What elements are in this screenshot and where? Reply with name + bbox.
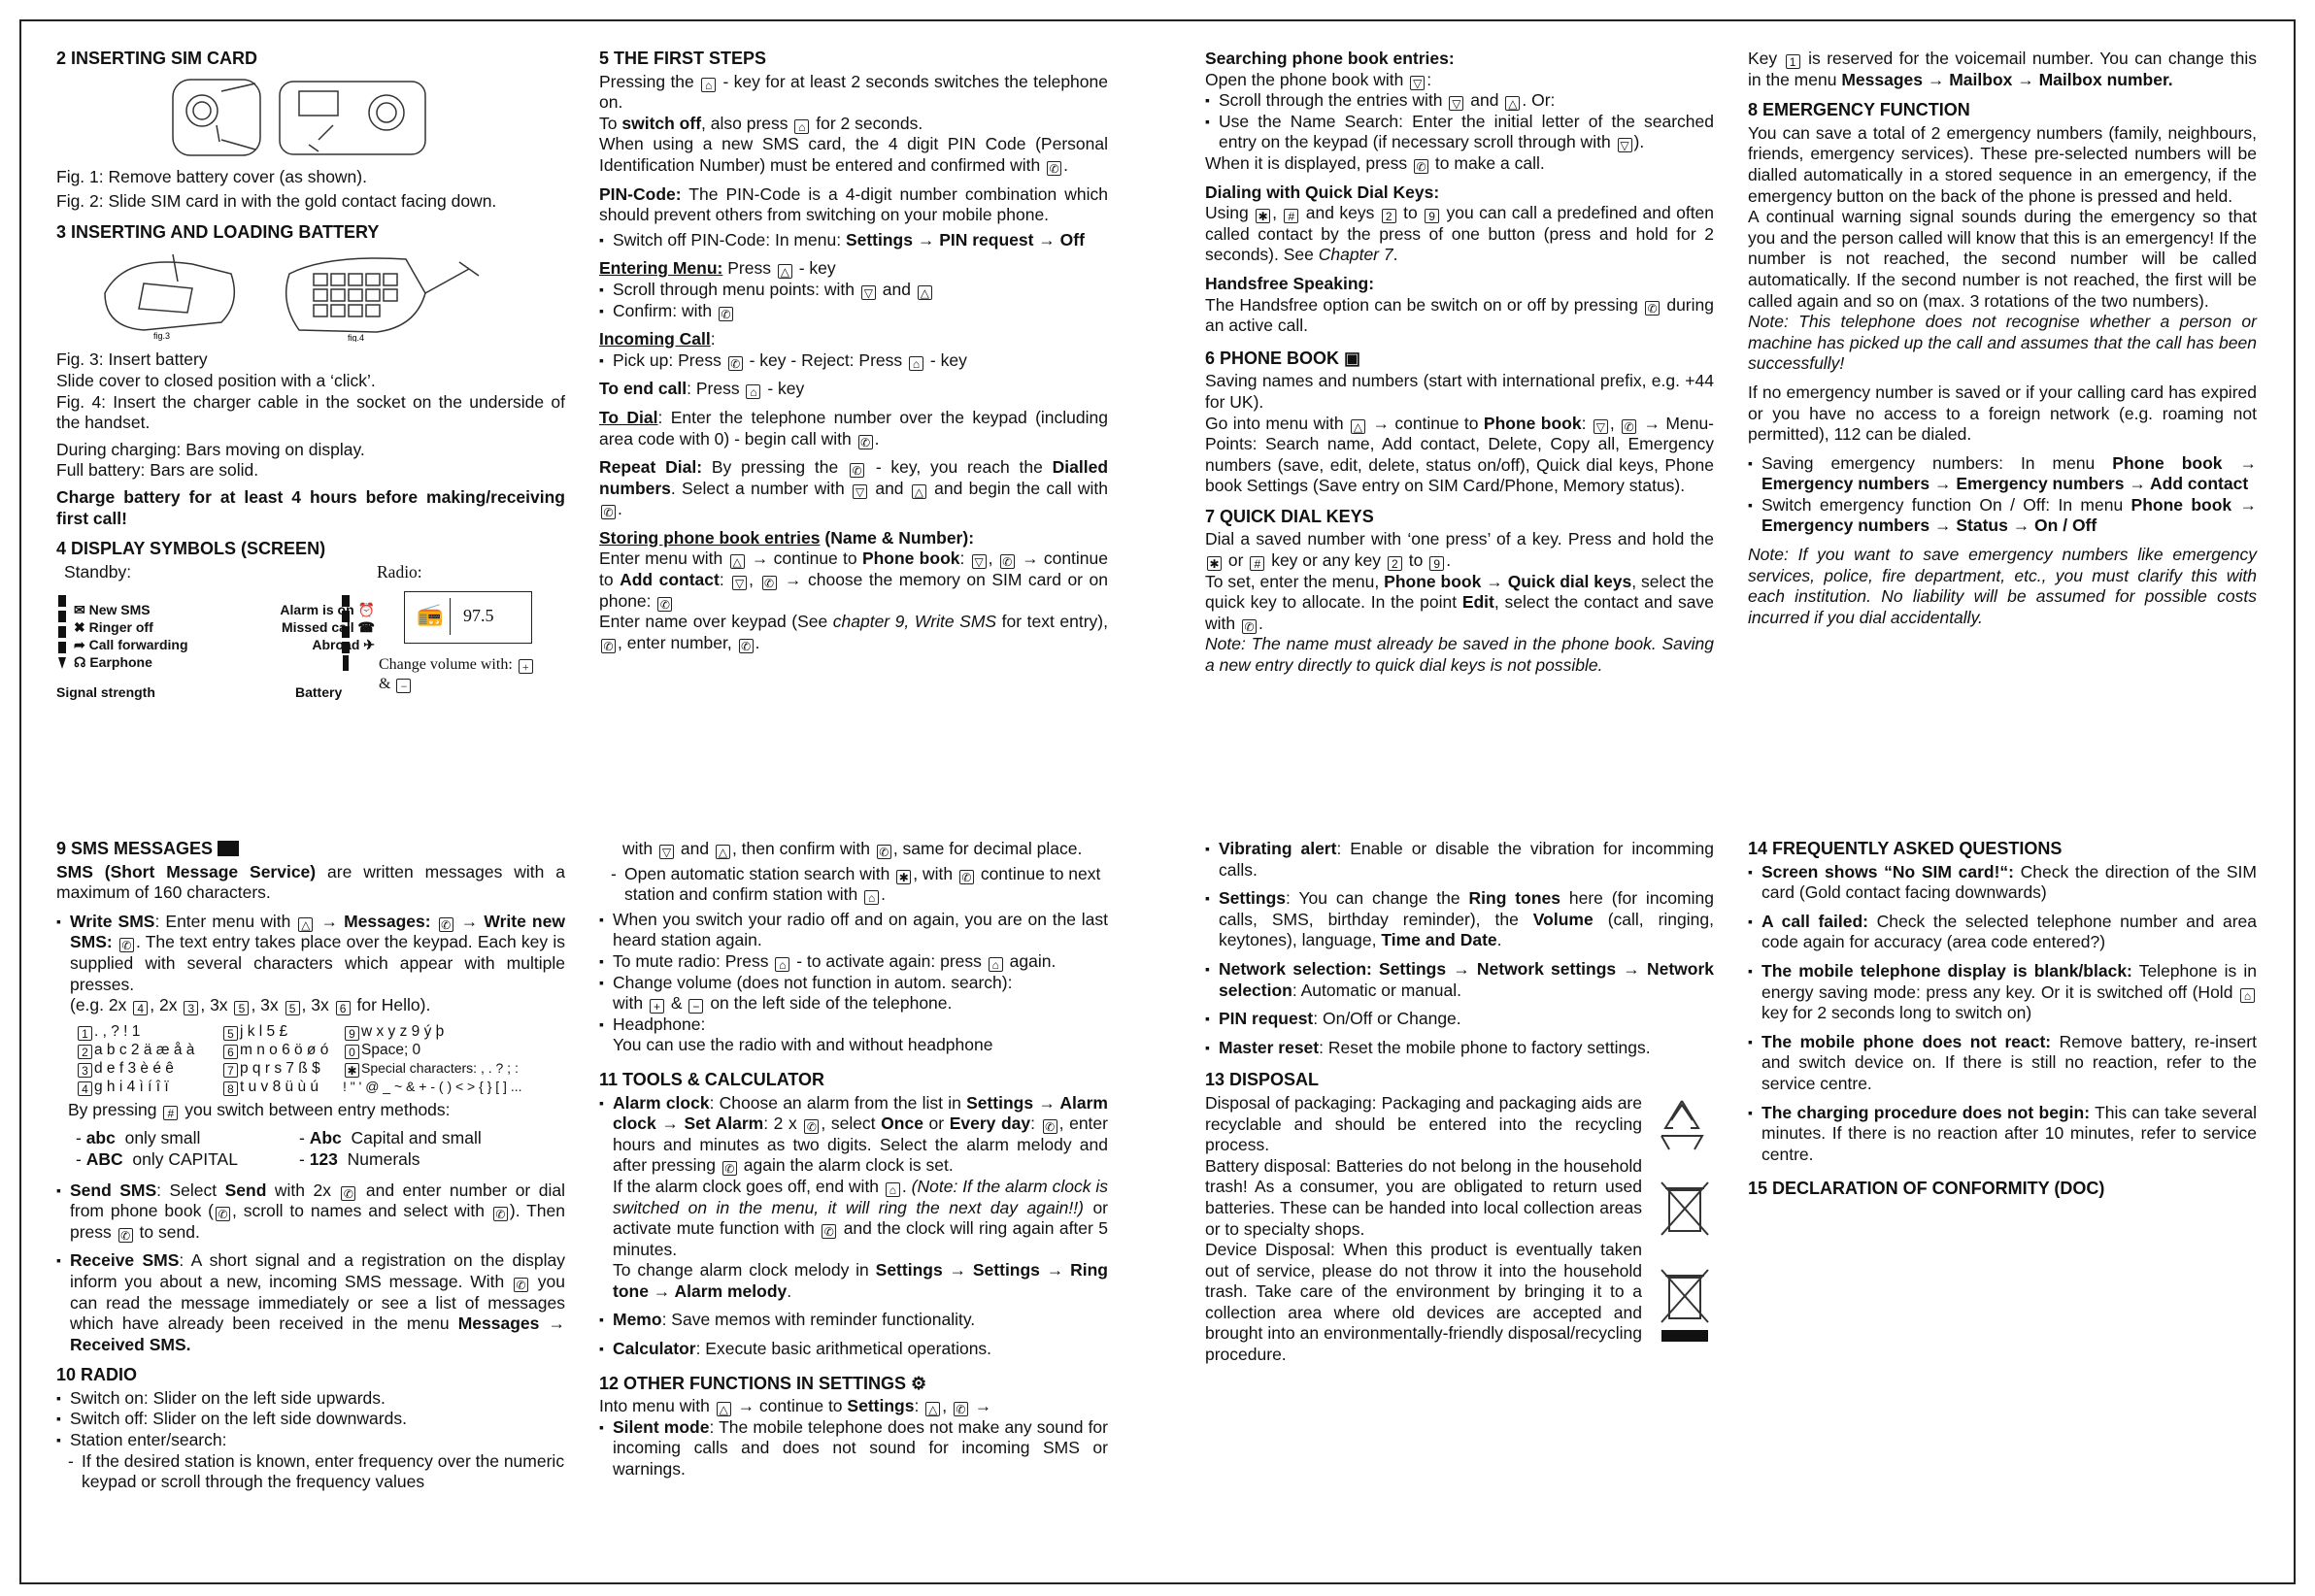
key-9-icon: 9 [1429, 556, 1444, 571]
up-key-icon: △ [716, 845, 730, 859]
hash-key-icon: # [1250, 556, 1264, 571]
call-key-icon: ✆ [216, 1207, 230, 1221]
alarm-icon: ⏰ [353, 601, 375, 617]
call-key-icon: ✆ [1043, 1119, 1057, 1134]
column-2-top: 5 THE FIRST STEPS Pressing the ⌂ - key for at least 2 seconds switches the telephone on. To switch off, also press ⌂ for 2 seconds. When using a new SMS card, the 4 digit PIN Code (Personal Identification Number) must be entered and confirmed with ✆ . PIN-Code: The PIN-Code is a 4-digit number combination which should prevent others from switching on your mobile phone. ▪ Switch off PIN-Code: In menu: Settings → PIN request → Off Entering Menu: Press △ - key ▪ Scroll through menu points: with ▽ and △ ▪ Confirm: with ✆ Incoming Call: ▪ Pick up: Press ✆ - key - Reject: Press ⌂ - key To end call: Press ⌂ - key To Dial: Enter the telephone number over the keypad (including area code with 0) - begin call with ✆ . Repeat Dial: By pressing the ✆ - key, you reach the Dialled numbers. Select a number with ▽ and △ and begin the call with ✆ . Storing phone book entries (Name & Number): Enter menu with △ → continue to Phone book: ▽ , ✆ → continue to Add contact: ▽ , ✆ → choose the memory on SIM card or on phone: ✆ Enter name over keypad (See chapter 9, Write SMS for text entry), ✆ , enter number, ✆ . [599, 49, 1108, 657]
up-key-icon: △ [730, 554, 745, 569]
down-key-icon: ▽ [1594, 419, 1608, 434]
column-4-bottom: 14 FREQUENTLY ASKED QUESTIONS ▪ Screen shows “No SIM card!“: Check the direction of the SIM card (Gold contact facing downwards) ▪ A call failed: Check the selected telephone number and area code again for accuracy (area code entered?) ▪ The mobile telephone display is blank/black: Telephone is in energy saving mode: press any key. Or it is switched off (Hold ⌂ key for 2 seconds long to switch on) ▪ The mobile phone does not react: Remove battery, re-insert and switch device on. If there is still no reaction, refer to the service centre. ▪ The charging procedure does not begin: This can take several minutes. If there is no reaction after 10 minutes, refer to service centre. 15 DECLARATION OF CONFORMITY (DOC) [1748, 839, 2257, 1202]
heading-display-symbols: 4 DISPLAY SYMBOLS (SCREEN) [56, 539, 326, 559]
call-key-icon: ✆ [762, 576, 777, 590]
star-key-icon: ✱ [896, 870, 911, 884]
star-key-icon: ✱ [1207, 556, 1222, 571]
plane-icon: ✈ [359, 636, 375, 652]
down-key-icon: ▽ [861, 285, 876, 300]
signal-bars-icon [56, 595, 70, 673]
disposal-p3: Device Disposal: When this product is eventually taken out of service, please do not throw it into the household trash. Take care of the environment by bringing it to a collection area where old devices are accepted and brought into an environmentally-friendly disposal/recycling procedure. [1205, 1240, 1642, 1365]
battery-p3: Fig. 4: Insert the charger cable in the socket on the underside of the handset. [56, 391, 565, 433]
disposal-section [1205, 1093, 1714, 1366]
heading-emergency: 8 EMERGENCY FUNCTION [1748, 100, 1970, 120]
emergency-note-2: Note: If you want to save emergency numbers like emergency services, police, fire department, etc., you must clarify this with each institution. No liability will be assumed for possible costs incurred if you dial accidentally. [1748, 545, 2257, 627]
up-key-icon: △ [1351, 419, 1365, 434]
hash-key-icon: # [163, 1106, 178, 1120]
disposal-p2: Battery disposal: Batteries do not belong in the household trash! As a consumer, you are obligated to return used batteries. These can be handed into local collection areas or to specialty shops. [1205, 1155, 1642, 1239]
call-key-icon: ✆ [858, 435, 873, 449]
crossed-bin-icon [1658, 1179, 1712, 1239]
fig1-caption: Fig. 1: Remove battery cover (as shown). [56, 166, 367, 186]
gear-icon: ⚙ [911, 1373, 927, 1393]
battery-label: Battery [295, 683, 343, 700]
signal-strength-label: Signal strength [56, 683, 155, 700]
phonebook-p1: Saving names and numbers (start with international prefix, e.g. +44 for UK). [1205, 371, 1714, 412]
column-1-top [56, 49, 565, 708]
end-key-icon: ⌂ [909, 356, 923, 371]
key-6-icon: 6 [336, 1001, 351, 1015]
down-key-icon: ▽ [732, 576, 747, 590]
battery-p2: Slide cover to closed position with a ‘click’. [56, 370, 376, 390]
sim-figure [163, 72, 565, 161]
charge-warning: Charge battery for at least 4 hours before making/receiving first call! [56, 486, 565, 528]
heading-sms: 9 SMS MESSAGES [56, 839, 214, 858]
up-key-icon: △ [918, 285, 932, 300]
call-forwarding-label: Call forwarding [88, 636, 188, 652]
phone-icon: ☎ [353, 618, 375, 635]
call-key-icon: ✆ [1000, 554, 1015, 569]
handsfree-heading: Handsfree Speaking: [1205, 273, 1375, 293]
call-key-icon: ✆ [341, 1186, 355, 1201]
end-key-icon: ⌂ [989, 957, 1003, 972]
emergency-p1: You can save a total of 2 emergency numbers (family, neighbours, friends, emergency services). These pre-selected numbers will be dialled automatically in a stored sequence in an emergency, if the emergency button on the back of the phone is pressed and held. [1748, 122, 2257, 206]
call-key-icon: ✆ [954, 1402, 968, 1416]
battery-p4: During charging: Bars moving on display. [56, 439, 365, 459]
forward-arrow-icon: ➦ [74, 636, 89, 652]
emergency-p3: If no emergency number is saved or if your calling card has expired or you have no access to a foreign network (e.g. roaming not permitted), 112 can be dialed. [1748, 382, 2257, 445]
up-key-icon: △ [925, 1402, 940, 1416]
call-key-icon: ✆ [601, 639, 616, 653]
quick-dial-heading: Dialing with Quick Dial Keys: [1205, 182, 1440, 202]
end-key-icon: ⌂ [886, 1182, 900, 1197]
call-key-icon: ✆ [1242, 619, 1257, 634]
ringer-off-label: Ringer off [88, 618, 153, 635]
alarm-on-label: Alarm is on [280, 601, 354, 617]
display-symbols-panel [56, 562, 565, 708]
heading-radio: 10 RADIO [56, 1365, 138, 1385]
call-key-icon: ✆ [514, 1278, 528, 1292]
disposal-p1: Disposal of packaging: Packaging and packaging aids are recyclable and should be entered into the recycling process. [1205, 1092, 1642, 1155]
call-key-icon: ✆ [493, 1207, 508, 1221]
column-2-bottom: with ▽ and △ , then confirm with ✆ , same for decimal place. - Open automatic station search with ✱ , with ✆ continue to next station and confirm station with ⌂ . ▪ When you switch your radio off and on again, you are on the last heard station again. ▪ To mute radio: Press ⌂ - to activate again: press ⌂ again. ▪ Change volume (does not function in autom. search): with + & − on the left side of the telephone. ▪ Headphone: You can use the radio with and without headphone 11 TOOLS & CALCULATOR ▪ Alarm clock: Choose an alarm from the list in Settings → Alarm clock → Set Alarm: 2 x ✆ , select Once or Every day: ✆ , enter hours and minutes as two digits. Select the alarm melody and after pressing ✆ again the alarm clock is set. If the alarm clock goes off, end with ⌂ . (Note: If the alarm clock is switched on in the menu, it will ring the next day again!!) or activate mute function with ✆ and the clock will ring again after 5 minutes. To change alarm clock melody in Settings → Settings → Ring tone → Alarm melody. ▪ Memo: Save memos with reminder functionality. ▪ Calculator: Execute basic arithmetical operations. 12 OTHER FUNCTIONS IN SETTINGS ⚙ Into menu with △ → continue to Settings: △ , ✆ → ▪ Silent mode: The mobile telephone does not make any sound for incoming calls and does not sound for incoming SMS or warnings. [599, 839, 1108, 1484]
call-key-icon: ✆ [1645, 301, 1660, 316]
fig2-caption: Fig. 2: Slide SIM card in with the gold contact facing down. [56, 191, 497, 212]
plus-key-icon: + [519, 659, 533, 674]
headphone-icon: ☊ [74, 653, 90, 670]
down-key-icon: ▽ [1410, 76, 1425, 90]
emergency-p2: A continual warning signal sounds during the emergency so that you and the person called will know that this is an emergency! If the number is not reached, the second number will be called automatically. If the second number is not reached, the first will be called again and so on (max. 3 rotations of the two numbers). [1748, 207, 2257, 311]
down-key-icon: ▽ [1618, 138, 1632, 152]
call-key-icon: ✆ [601, 505, 616, 519]
call-key-icon: ✆ [728, 356, 743, 371]
key-5-icon: 5 [234, 1001, 249, 1015]
heading-quick-dial: 7 QUICK DIAL KEYS [1205, 506, 1374, 526]
key-3-icon: 3 [184, 1001, 198, 1015]
standby-label: Standby: [64, 561, 132, 582]
radio-label: Radio: [377, 561, 422, 582]
key-2-icon: 2 [1388, 556, 1402, 571]
heading-other-functions: 12 OTHER FUNCTIONS IN SETTINGS [599, 1373, 907, 1393]
minus-key-icon: − [688, 999, 703, 1014]
amp-text: & [379, 675, 391, 692]
change-volume-note [379, 655, 535, 694]
call-key-icon: ✆ [719, 307, 733, 321]
end-key-icon: ⌂ [701, 78, 716, 92]
heading-faq: 14 FREQUENTLY ASKED QUESTIONS [1748, 839, 2063, 858]
call-key-icon: ✆ [850, 463, 864, 478]
key-4-icon: 4 [133, 1001, 148, 1015]
call-key-icon: ✆ [1047, 161, 1061, 176]
keypad-character-table: 1 . , ? ! 1 5 j k l 5 £ 9 w x y z 9 ý þ 2 a b c 2 ä æ å à 6 m n o 6 ö ø ó 0 Space; 0 3 d e f 3 è é ê 7 p q r s 7 ß $ ✱ Special characters: , . ? ; : 4 g h i 4 ì í î ï 8 t u v 8 ü ù ú ! " ' @ _ ~ & + - ( ) < > { } [ ] ... [76, 1022, 565, 1096]
quick-dial-note: Note: The name must already be saved in the phone book. Saving a new entry directly to quick dial keys is not possible. [1205, 634, 1714, 676]
heading-inserting-sim: 2 INSERTING SIM CARD [56, 49, 258, 68]
call-key-icon: ✆ [722, 1161, 737, 1176]
end-key-icon: ⌂ [2240, 988, 2255, 1003]
call-key-icon: ✆ [804, 1119, 819, 1134]
down-key-icon: ▽ [972, 554, 987, 569]
search-heading: Searching phone book entries: [1205, 49, 1455, 68]
heading-disposal: 13 DISPOSAL [1205, 1070, 1320, 1090]
call-key-icon: ✆ [959, 870, 974, 884]
fig4-label: fig.4 [348, 333, 365, 343]
battery-p5: Full battery: Bars are solid. [56, 460, 259, 481]
call-key-icon: ✆ [877, 845, 891, 859]
radio-frequency: 97.5 [463, 605, 494, 625]
end-key-icon: ⌂ [775, 957, 789, 972]
plus-key-icon: + [650, 999, 664, 1014]
up-key-icon: △ [717, 1402, 731, 1416]
abroad-label: Abroad [312, 636, 360, 652]
radio-display [404, 591, 532, 644]
end-key-icon: ⌂ [864, 890, 879, 905]
up-key-icon: △ [778, 264, 792, 279]
call-key-icon: ✆ [739, 639, 754, 653]
down-key-icon: ▽ [659, 845, 674, 859]
envelope-icon: ✉ [74, 601, 89, 617]
call-key-icon: ✆ [822, 1224, 836, 1239]
entry-methods: - abc only small - Abc Capital and small - ABC only CAPITAL - 123 Numerals [76, 1128, 482, 1169]
hash-key-icon: # [1284, 209, 1298, 223]
end-key-icon: ⌂ [746, 384, 760, 399]
radio-icon: 📻 [417, 601, 444, 626]
battery-figure [85, 245, 565, 344]
heading-first-steps: 5 THE FIRST STEPS [599, 49, 767, 68]
missed-call-label: Missed call [281, 618, 354, 635]
heading-doc: 15 DECLARATION OF CONFORMITY (DOC) [1748, 1179, 2105, 1199]
fig3-label: fig.3 [153, 331, 171, 342]
up-key-icon: △ [912, 484, 926, 499]
symbol-list [74, 601, 375, 671]
star-key-icon: ✱ [1256, 209, 1270, 223]
heading-phone-book: 6 PHONE BOOK [1205, 348, 1340, 368]
column-4-top: Key 1 is reserved for the voicemail number. You can change this in the menu Messages → Mailbox → Mailbox number. 8 EMERGENCY FUNCTION You can save a total of 2 emergency numbers (family, neighbours, friends, emergency services). These pre-selected numbers will be dialled automatically in a stored sequence in an emergency, if the emergency button on the back of the phone is pressed and held. A continual warning signal sounds during the emergency so that you and the person called will know that this is an emergency! If the number is not reached, the second number will be called automatically. If the second number is not reached, the first will be called again and so on (max. 3 rotations of the two numbers). Note: This telephone does not recognise whether a person or machine has picked up the call and assumes that the call has been successfully! If no emergency number is saved or if your calling card has expired or you have no access to a foreign network (e.g. roaming not permitted), 112 can be dialed. ▪ Saving emergency numbers: In menu Phone book → Emergency numbers → Emergency numbers → Add contact ▪ Switch emergency function On / Off: In menu Phone book → Emergency numbers → Status → On / Off Note: If you want to save emergency numbers like emergency services, police, fire department, etc., you must clarify this with each institution. No liability will be assumed for possible costs incurred if you dial accidentally. [1748, 49, 2257, 632]
call-key-icon: ✆ [1622, 419, 1636, 434]
emergency-note-1: Note: This telephone does not recognise whether a person or machine has picked up the call and assumes that the call has been successfully! [1748, 312, 2257, 374]
key-2-icon: 2 [1382, 209, 1396, 223]
call-key-icon: ✆ [119, 938, 134, 952]
crossed-bin-icon-device [1658, 1266, 1712, 1344]
key-1-icon: 1 [1786, 54, 1800, 69]
down-key-icon: ▽ [853, 484, 867, 499]
ringer-off-icon: ✖ [74, 618, 89, 635]
heading-battery: 3 INSERTING AND LOADING BATTERY [56, 221, 380, 242]
down-key-icon: ▽ [1449, 96, 1463, 111]
end-key-icon: ⌂ [794, 119, 809, 134]
minus-key-icon: − [396, 679, 411, 693]
call-key-icon: ✆ [439, 917, 453, 932]
up-key-icon: △ [1505, 96, 1520, 111]
up-key-icon: △ [298, 917, 313, 932]
change-volume-text: Change volume with: [379, 655, 513, 673]
call-key-icon: ✆ [657, 597, 672, 612]
envelope-icon [218, 841, 239, 856]
heading-tools: 11 TOOLS & CALCULATOR [599, 1069, 825, 1089]
key-5-icon: 5 [285, 1001, 300, 1015]
column-1-bottom: 9 SMS MESSAGES SMS (Short Message Service) are written messages with a maximum of 160 characters. ▪ Write SMS: Enter menu with △ → Messages: ✆ → Write new SMS: ✆ . The text entry takes place over the keypad. Each key is supplied with several characters which appear with multiple presses. (e.g. 2x 4 , 2x 3 , 3x 5 , 3x 5 , 3x 6 for Hello). 1 . , ? ! 1 5 j k l 5 £ 9 w x y z 9 ý þ 2 a b c 2 ä æ å à 6 m n o 6 ö ø ó 0 Space; 0 3 d e f 3 è é ê 7 p q r s 7 ß $ ✱ Special characters: , . ? ; : 4 g h i 4 ì í î ï 8 t u v 8 ü ù ú ! " ' @ _ ~ & + - ( ) < > { } [ ] ... By pressing # you switch between entry methods: - abc only small - Abc Capital and small - ABC only CAPITAL - 123 Numerals ▪ Send SMS: Select Send with 2x ✆ and enter number or dial from phone book ( ✆ , scroll to names and select with ✆ ). Then press ✆ to send. ▪ Receive SMS: A short signal and a registration on the display inform you about a new, incoming SMS message. With ✆ you can read the message immediately or see a list of messages which have already been received in the menu Messages → Received SMS. 10 RADIO ▪ Switch on: Slider on the left side upwards. ▪ Switch off: Slider on the left side downwards. ▪ Station enter/search: - If the desired station is known, enter frequency over the numeric keypad or scroll through the frequency values [56, 839, 565, 1497]
earphone-label: Earphone [89, 653, 152, 670]
battery-p1: Fig. 3: Insert battery [56, 349, 208, 370]
column-3-bottom: ▪ Vibrating alert: Enable or disable the vibration for incomming calls. ▪ Settings: You can change the Ring tones here (for incoming calls, SMS, birthday reminder), the Volume (call, ringing, keytones), language, Time and Date. ▪ Network selection: Settings → Network settings → Network selection: Automatic or manual. ▪ PIN request: On/Off or Change. ▪ Master reset: Reset the mobile phone to factory settings. 13 DISPOSAL Disposal of packaging: Packaging and packaging aids are recyclable and should be entered into the recycling process. Battery disposal: Batteries do not belong in the household trash! As a consumer, you are obligated to return used batteries. These can be handed into local collection areas or to specialty shops. Device Disposal: When this product is eventually taken out of service, please do not throw it into the household trash. Take care of the environment by bringing it to a collection area where old devices are accepted and brought into an environmentally-friendly disposal/recycling procedure. [1205, 839, 1714, 1366]
new-sms-label: New SMS [88, 601, 151, 617]
column-3-top: Searching phone book entries: Open the phone book with ▽ : ▪ Scroll through the entries with ▽ and △ . Or: ▪ Use the Name Search: Enter the initial letter of the searched entry on the keypad (if necessary scroll through with ▽ ). When it is displayed, press ✆ to make a call. Dialing with Quick Dial Keys: Using ✱ , # and keys 2 to 9 you can call a predefined and often called contact by the press of one button (press and hold for 2 seconds). See Chapter 7. Handsfree Speaking: The Handsfree option can be switch on or off by pressing ✆ during an active call. 6 PHONE BOOK ▣ Saving names and numbers (start with international prefix, e.g. +44 for UK). Go into menu with △ → continue to Phone book: ▽ , ✆ → Menu-Points: Search name, Add contact, Delete, Copy all, Emergency numbers (save, edit, delete, status on/off), Quick dial keys, Phone book Settings (Save entry on SIM Card/Phone, Memory status). 7 QUICK DIAL KEYS Dial a saved number with ‘one press’ of a key. Press and hold the ✱ or # key or any key 2 to 9 . To set, enter the menu, Phone book → Quick dial keys, select the quick key to allocate. In the point Edit, select the contact and save with ✆ . Note: The name must already be saved in the phone book. Saving a new entry directly to quick dial keys is not possible. [1205, 49, 1714, 681]
call-key-icon: ✆ [1414, 159, 1428, 174]
key-9-icon: 9 [1425, 209, 1439, 223]
recycle-icon [1650, 1093, 1714, 1157]
phonebook-icon: ▣ [1344, 348, 1361, 368]
call-key-icon: ✆ [118, 1228, 133, 1243]
